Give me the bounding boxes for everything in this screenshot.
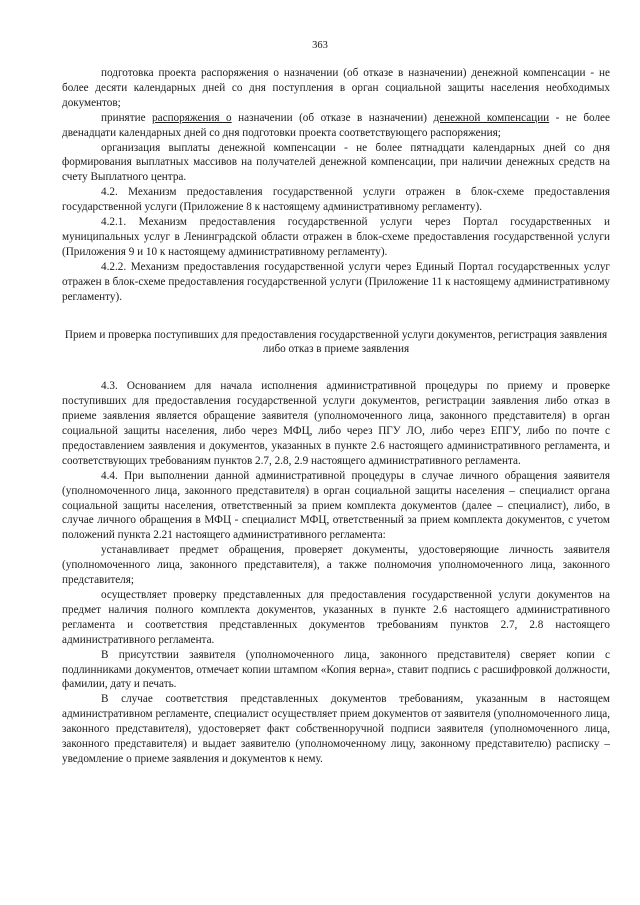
paragraph-4-2-2: 4.2.2. Механизм предоставления государственной услуги через Единый Портал государственных услуг отражен в блок-схеме предоставления государственной услуги (Приложение 11 к настоящему административному регламенту). — [62, 260, 610, 303]
underlined-text: распоряжения о — [152, 111, 232, 124]
paragraph-payment-organization: организация выплаты денежной компенсации - не более пятнадцати календарных дней со дня формирования выплатных массивов на получателей денежной компенсации, при наличии денежных средств на счету Выплатного центра. — [62, 141, 610, 184]
paragraph-4-3: 4.3. Основанием для начала исполнения административной процедуры по приему и проверке поступивших для предоставления государственной услуги документов, регистрации заявления либо отказ в приеме заявления является обращение заявителя (уполномоченного лица, законного представителя) в орган социальной защиты населения, либо через МФЦ, либо через ПГУ ЛО, либо через ЕПГУ, либо по почте с предоставлением заявления и документов, указанных в пункте 2.6 настоящего административного регламента, и соответствующих требованиям пунктов 2.7, 2.8, 2.9 настоящего административного регламента. — [62, 380, 610, 467]
paragraph-identity-check: устанавливает предмет обращения, проверяет документы, удостоверяющие личность заявителя (уполномоченного лица, законного представителя), а также полномочия уполномоченного лица, законного представителя; — [62, 544, 610, 587]
paragraph-document-check: осуществляет проверку представленных для предоставления государственной услуги документов на предмет наличия полного комплекта документов, указанных в пункте 2.6 настоящего административного регламента и соответствия представленных документов требованиям пунктов 2.7, 2.8 настоящего административного регламента. — [62, 589, 610, 646]
paragraph-draft-order: подготовка проекта распоряжения о назначении (об отказе в назначении) денежной компенсации - не более десяти календарных дней со дня поступления в орган социальной защиты населения необходимых документов; — [62, 67, 610, 109]
text-fragment: - не более двенадцати календарных дней со дня подготовки проекта соответствующего распоряжения; — [62, 111, 610, 139]
text-fragment: принятие — [101, 111, 153, 124]
underlined-text: денежной компенсации — [433, 111, 550, 124]
document-body — [62, 66, 610, 767]
paragraph-order-adoption — [62, 111, 610, 141]
paragraph-copy-verification: В присутствии заявителя (уполномоченного лица, законного представителя) сверяет копии с подлинниками документов, отмечает копии штампом «Копия верна», ставит подпись с расшифровкой должности, фамилии, дату и печать. — [62, 648, 610, 691]
paragraph-document-acceptance: В случае соответствия представленных документов требованиям, указанным в настоящем административном регламенте, специалист осуществляет прием документов от заявителя (уполномоченного лица, законного представителя), удостоверяет факт собственноручной подписи заявителя (уполномоченного лица, законного представителя) и выдает заявителю (уполномоченному лицу, законному представителю) расписку – уведомление о приеме заявления и документов к нему. — [62, 693, 610, 765]
paragraph-4-2-1: 4.2.1. Механизм предоставления государственной услуги через Портал государственных и муниципальных услуг в Ленинградской области отражен в блок-схеме предоставления государственной услуги (Приложения 9 и 10 к настоящему административному регламенту). — [62, 216, 610, 258]
paragraph-4-2: 4.2. Механизм предоставления государственной услуги отражен в блок-схеме предоставления государственной услуги (Приложение 8 к настоящему административному регламенту). — [62, 186, 610, 214]
page-number: 363 — [312, 40, 328, 51]
section-heading: Прием и проверка поступивших для предоставления государственной услуги документов, регистрация заявления либо отказ в приеме заявления — [64, 328, 608, 356]
text-fragment: назначении (об отказе в назначении) — [231, 111, 434, 124]
paragraph-4-4: 4.4. При выполнении данной административной процедуры в случае личного обращения заявителя (уполномоченного лица, законного представителя) в орган социальной защиты населения – специалист органа социальной защиты населения, ответственный за прием комплекта документов (далее – специалист), либо, в случае личного обращения в МФЦ - специалист МФЦ, ответственный за прием комплекта документов, с учетом положений пункта 2.21 настоящего административного регламента: — [62, 469, 610, 542]
